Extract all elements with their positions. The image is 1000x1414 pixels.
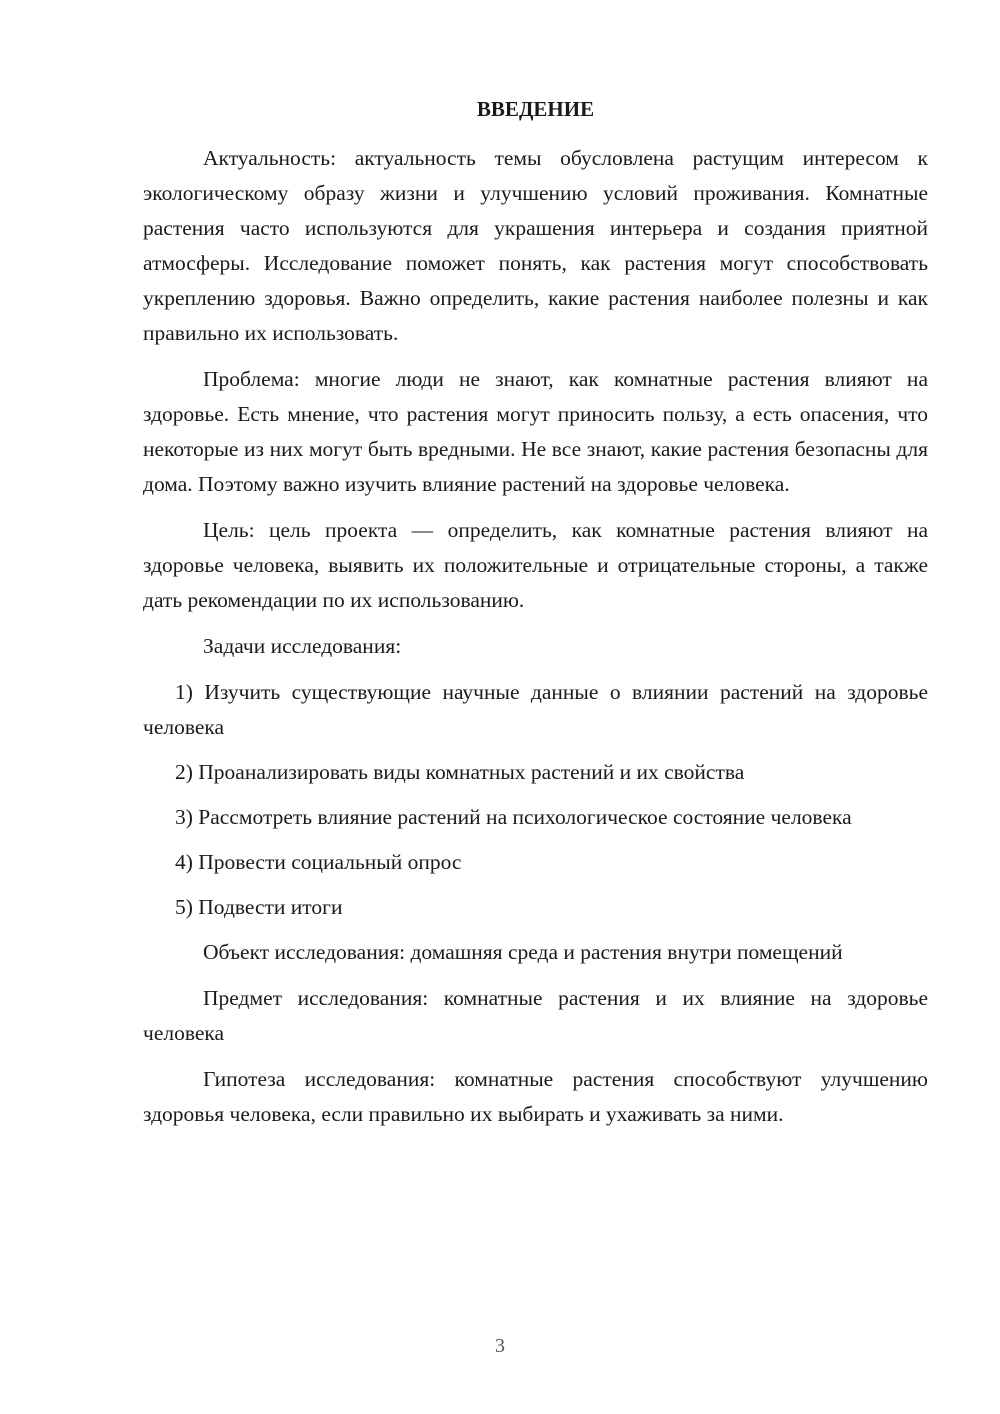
paragraph-goal: Цель: цель проекта — определить, как комнатные растения влияют на здоровье человека, выявить их положительные и отрицательные стороны, а также дать рекомендации по их использованию.	[143, 518, 928, 612]
paragraph-relevance: Актуальность: актуальность темы обусловлена растущим интересом к экологическому образу жизни и улучшению условий проживания. Комнатные растения часто используются для украшения интерьера и создания приятной атмосферы. Исследование поможет понять, как растения могут способствовать укреплению здоровья. Важно определить, какие растения наиболее полезны и как правильно их использовать.	[143, 146, 928, 345]
paragraph-object: Объект исследования: домашняя среда и растения внутри помещений	[203, 940, 843, 964]
task-item-3: 3) Рассмотреть влияние растений на психологическое состояние человека	[175, 805, 852, 829]
document-page	[143, 92, 928, 1143]
page-number: 3	[495, 1335, 505, 1357]
paragraph-problem: Проблема: многие люди не знают, как комнатные растения влияют на здоровье. Есть мнение, что растения могут приносить пользу, а есть опасения, что некоторые из них могут быть вредными. Не все знают, какие растения безопасны для дома. Поэтому важно изучить влияние растений на здоровье человека.	[143, 367, 928, 496]
paragraph-subject: Предмет исследования: комнатные растения и их влияние на здоровье человека	[143, 986, 928, 1045]
task-item-5: 5) Подвести итоги	[175, 895, 343, 919]
task-item-1: 1) Изучить существующие научные данные о влиянии растений на здоровье человека	[143, 680, 928, 739]
tasks-heading: Задачи исследования:	[203, 634, 402, 658]
task-item-2: 2) Проанализировать виды комнатных растений и их свойства	[175, 760, 745, 784]
section-heading: ВВЕДЕНИЕ	[476, 97, 595, 121]
task-item-4: 4) Провести социальный опрос	[175, 850, 462, 874]
paragraph-hypothesis: Гипотеза исследования: комнатные растения способствуют улучшению здоровья человека, если правильно их выбирать и ухаживать за ними.	[143, 1067, 928, 1126]
